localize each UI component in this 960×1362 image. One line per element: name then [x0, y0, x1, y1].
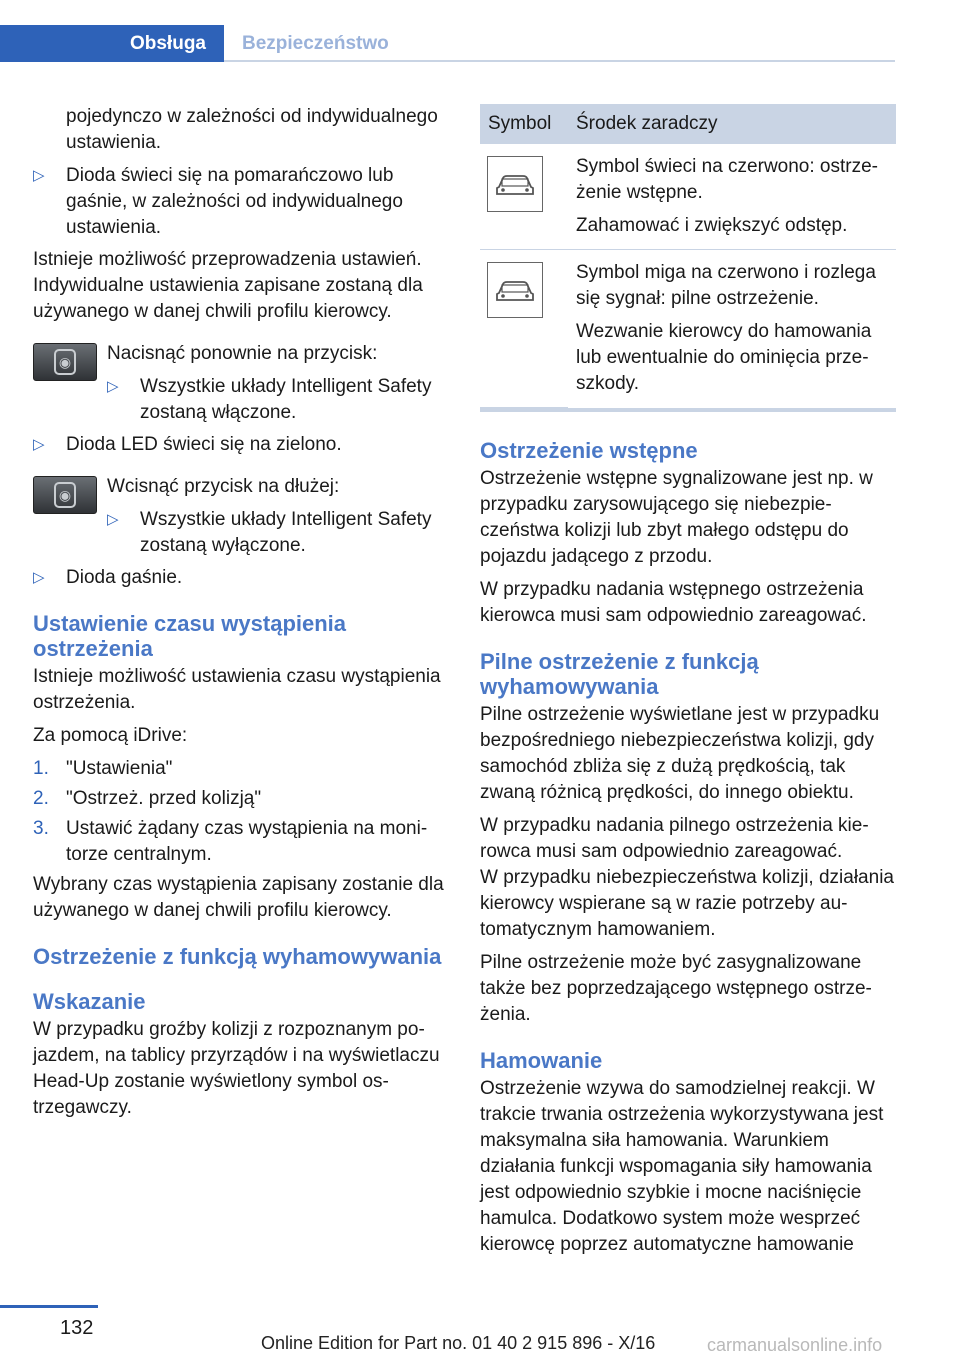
list-item: ▷ Wszystkie układy Intelligent Safety zostaną włączone.	[107, 376, 432, 423]
list-item: 2. "Ostrzeż. przed kolizją"	[33, 788, 262, 809]
triangle-bullet-icon: ▷	[107, 378, 119, 395]
paragraph: W przypadku nadania pilnego ostrzeżenia kierowca musi sam odpowiednio zareagować.	[480, 814, 869, 862]
continued-text: pojedynczo w zależności od indywidualnego ustawienia.	[66, 106, 438, 153]
list-item: 3. Ustawić żądany czas wystąpienia na monitorze centralnym.	[33, 818, 428, 865]
right-column	[480, 104, 896, 1265]
header-bar	[0, 25, 895, 62]
list-item: ▷ Wszystkie układy Intelligent Safety zostaną wyłączone.	[107, 509, 432, 556]
paragraph: W przypadku groźby kolizji z rozpoznanym pojazdem, na tablicy przyrządów i na wyświetlaczu Head-Up zostanie wyświetlony symbol ostrzegawczy.	[33, 1019, 440, 1118]
tab-obsluga[interactable]: Obsługa	[0, 25, 224, 62]
triangle-bullet-icon: ▷	[107, 511, 119, 528]
footer-rule	[0, 1305, 98, 1308]
paragraph: Ostrzeżenie wstępne sygnalizowane jest np. w przypadku zarysowującego się niebezpieczeństwa kolizji lub zbyt małego odstępu do pojazdu jadącego z przodu.	[480, 467, 873, 567]
button-instruction: ◉ Nacisnąć ponownie na przycisk: ▷ Wszystkie układy Intelligent Safety zostaną włączone.	[33, 341, 451, 426]
triangle-bullet-icon: ▷	[33, 569, 45, 586]
section-heading: Ustawienie czasu wystąpienia ostrzeżenia	[33, 611, 347, 661]
triangle-bullet-icon: ▷	[33, 436, 45, 453]
table-header-symbol: Symbol	[480, 104, 568, 144]
paragraph: Za pomocą iDrive:	[33, 725, 188, 746]
paragraph: Wybrany czas wystąpienia zapisany zostanie dla używanego w danej chwili profilu kierowcy.	[33, 874, 444, 921]
watermark: carmanualsonline.info	[707, 1335, 883, 1355]
paragraph: Ostrzeżenie wzywa do samodzielnej reakcji. W trakcie trwania ostrzeżenia wykorzystywana jest maksymalna siła hamowania. Warunkiem działania funkcji wspomagania siły hamowania jest odpowiednio szybkie i mocne naciśnięcie hamulca. Dodatkowo system może wesprzeć kierowcę poprzez automatyczne hamowanie	[480, 1077, 884, 1255]
triangle-bullet-icon: ▷	[33, 167, 45, 184]
list-item: ▷ Dioda świeci się na pomarańczowo lub gaśnie, w zależności od indywidualnego ustawienia.	[33, 165, 403, 238]
tab-bezpieczenstwo[interactable]: Bezpieczeństwo	[242, 32, 389, 54]
section-heading: Pilne ostrzeżenie z funkcją wyhamowywania	[480, 648, 759, 699]
section-heading: Ostrzeżenie z funkcją wyhamowywania	[33, 944, 442, 969]
list-item: 1. "Ustawienia"	[33, 758, 173, 779]
paragraph: W przypadku nadania wstępnego ostrzeżenia kierowca musi sam odpowiednio zareagować.	[480, 578, 867, 626]
table-row: Symbol miga na czerwono i rozlega się sygnał: pilne ostrzeżenie. Wezwanie kierowcy do hamowania lub ewentualnie do ominięcia przeszkody.	[480, 250, 896, 408]
safety-button-icon: ◉	[54, 349, 76, 375]
car-warning-icon	[487, 262, 543, 318]
paragraph: Istnieje możliwość przeprowadzenia ustawień. Indywidualne ustawienia zapisane zostaną dla używanego w danej chwili profilu kierowcy.	[33, 249, 423, 322]
section-heading: Ostrzeżenie wstępne	[480, 437, 698, 463]
list-item: ▷ Dioda LED świeci się na zielono.	[33, 432, 451, 458]
car-warning-icon	[487, 156, 543, 212]
paragraph: Istnieje możliwość ustawienia czasu wystąpienia ostrzeżenia.	[33, 666, 441, 713]
table-row: Symbol świeci na czerwono: ostrzeżenie wstępne. Zahamować i zwiększyć odstęp.	[480, 144, 896, 250]
table-header-remedy: Środek zaradczy	[568, 104, 896, 144]
section-heading: Wskazanie	[33, 989, 146, 1014]
edition-note: Online Edition for Part no. 01 40 2 915 896 - X/16	[261, 1333, 656, 1353]
section-heading: Hamowanie	[480, 1047, 603, 1073]
page-number: 132	[60, 1317, 94, 1339]
button-instruction: ◉ Wcisnąć przycisk na dłużej: ▷ Wszystkie układy Intelligent Safety zostaną wyłączone.	[33, 474, 451, 559]
table-divider	[480, 408, 896, 412]
paragraph: Pilne ostrzeżenie może być zasygnalizowane także bez poprzedzającego wstępnego ostrzeżenia.	[480, 951, 872, 1025]
left-column	[33, 104, 451, 1128]
symbol-table	[480, 104, 896, 408]
safety-button-icon: ◉	[54, 482, 76, 508]
paragraph: W przypadku niebezpieczeństwa kolizji, działania kierowcy wspierane są w razie potrzeby automatycznym hamowaniem.	[480, 866, 894, 940]
paragraph: Pilne ostrzeżenie wyświetlane jest w przypadku bezpośredniego niebezpieczeństwa kolizji, gdy samochód zbliża się z dużą prędkością, tak zwaną różnicą prędkości, do innego obiektu.	[480, 703, 880, 803]
list-item: ▷ Dioda gaśnie.	[33, 565, 451, 591]
